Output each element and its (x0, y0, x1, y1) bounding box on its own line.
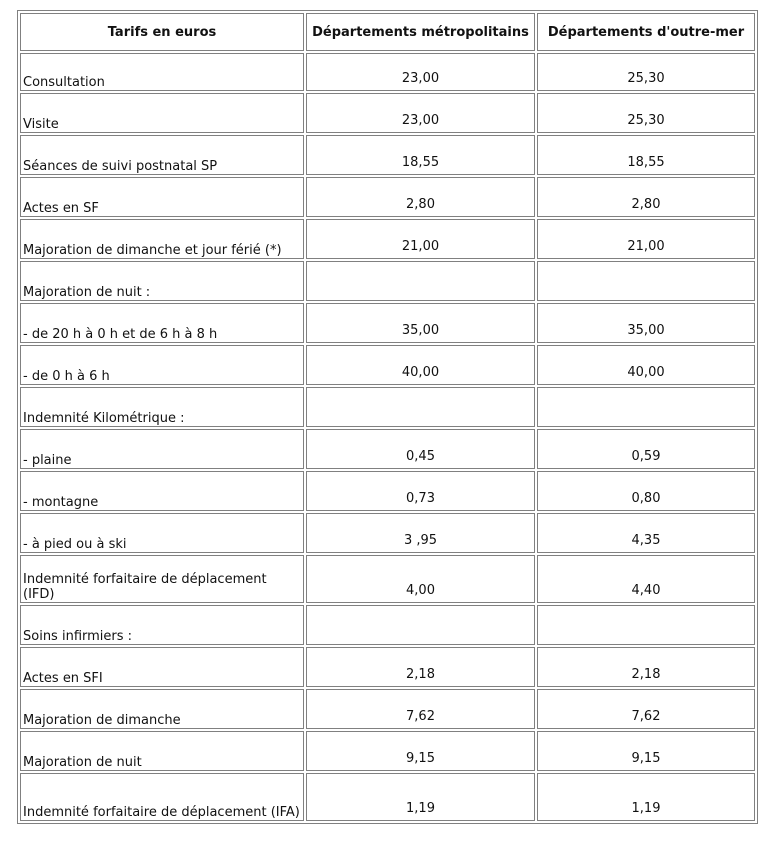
metropolitain-value: 3 ,95 (306, 513, 535, 553)
metropolitain-value: 2,80 (306, 177, 535, 217)
metropolitain-value: 21,00 (306, 219, 535, 259)
table-row (20, 429, 755, 469)
table-row (20, 345, 755, 385)
outre-mer-value: 1,19 (537, 773, 755, 821)
metropolitain-value: 0,45 (306, 429, 535, 469)
metropolitain-value (306, 605, 535, 645)
row-label: - plaine (20, 429, 304, 469)
table-row (20, 605, 755, 645)
table-row (20, 471, 755, 511)
row-label: Indemnité Kilométrique : (20, 387, 304, 427)
row-label: Actes en SF (20, 177, 304, 217)
table-row (20, 219, 755, 259)
outre-mer-value (537, 261, 755, 301)
metropolitain-value (306, 387, 535, 427)
table-row (20, 53, 755, 91)
row-label: - de 20 h à 0 h et de 6 h à 8 h (20, 303, 304, 343)
metropolitain-value: 18,55 (306, 135, 535, 175)
outre-mer-value: 0,59 (537, 429, 755, 469)
metropolitain-value: 1,19 (306, 773, 535, 821)
metropolitain-value: 23,00 (306, 53, 535, 91)
row-label: - montagne (20, 471, 304, 511)
metropolitain-value: 4,00 (306, 555, 535, 603)
outre-mer-value: 0,80 (537, 471, 755, 511)
row-label: Indemnité forfaitaire de déplacement (IFA) (20, 773, 304, 821)
outre-mer-value: 9,15 (537, 731, 755, 771)
table-row (20, 773, 755, 821)
table-row (20, 555, 755, 603)
metropolitain-value: 0,73 (306, 471, 535, 511)
outre-mer-value (537, 605, 755, 645)
table-row (20, 93, 755, 133)
row-label: Soins infirmiers : (20, 605, 304, 645)
outre-mer-value: 4,40 (537, 555, 755, 603)
table-row (20, 387, 755, 427)
row-label: Majoration de dimanche (20, 689, 304, 729)
outre-mer-value: 18,55 (537, 135, 755, 175)
outre-mer-value: 25,30 (537, 93, 755, 133)
tarifs-table (17, 10, 758, 824)
row-label: Majoration de dimanche et jour férié (*) (20, 219, 304, 259)
row-label: Majoration de nuit : (20, 261, 304, 301)
row-label: Indemnité forfaitaire de déplacement (IFD) (20, 555, 304, 603)
outre-mer-value: 4,35 (537, 513, 755, 553)
tarifs-table-container (17, 10, 758, 824)
row-label: Actes en SFI (20, 647, 304, 687)
metropolitain-value: 7,62 (306, 689, 535, 729)
table-row (20, 731, 755, 771)
outre-mer-value: 35,00 (537, 303, 755, 343)
metropolitain-value: 23,00 (306, 93, 535, 133)
table-row (20, 177, 755, 217)
row-label: Majoration de nuit (20, 731, 304, 771)
metropolitain-value: 40,00 (306, 345, 535, 385)
outre-mer-value: 25,30 (537, 53, 755, 91)
row-label: - à pied ou à ski (20, 513, 304, 553)
row-label: - de 0 h à 6 h (20, 345, 304, 385)
table-row (20, 689, 755, 729)
outre-mer-value: 21,00 (537, 219, 755, 259)
row-label: Visite (20, 93, 304, 133)
metropolitain-value: 9,15 (306, 731, 535, 771)
header-outre-mer: Départements d'outre-mer (537, 13, 755, 51)
header-metropolitains: Départements métropolitains (306, 13, 535, 51)
row-label: Consultation (20, 53, 304, 91)
table-row (20, 261, 755, 301)
metropolitain-value (306, 261, 535, 301)
outre-mer-value: 40,00 (537, 345, 755, 385)
outre-mer-value: 2,18 (537, 647, 755, 687)
metropolitain-value: 35,00 (306, 303, 535, 343)
table-row (20, 513, 755, 553)
table-row (20, 303, 755, 343)
outre-mer-value: 7,62 (537, 689, 755, 729)
outre-mer-value: 2,80 (537, 177, 755, 217)
table-header-row (20, 13, 755, 51)
metropolitain-value: 2,18 (306, 647, 535, 687)
header-tarifs: Tarifs en euros (20, 13, 304, 51)
outre-mer-value (537, 387, 755, 427)
row-label: Séances de suivi postnatal SP (20, 135, 304, 175)
table-row (20, 647, 755, 687)
table-row (20, 135, 755, 175)
